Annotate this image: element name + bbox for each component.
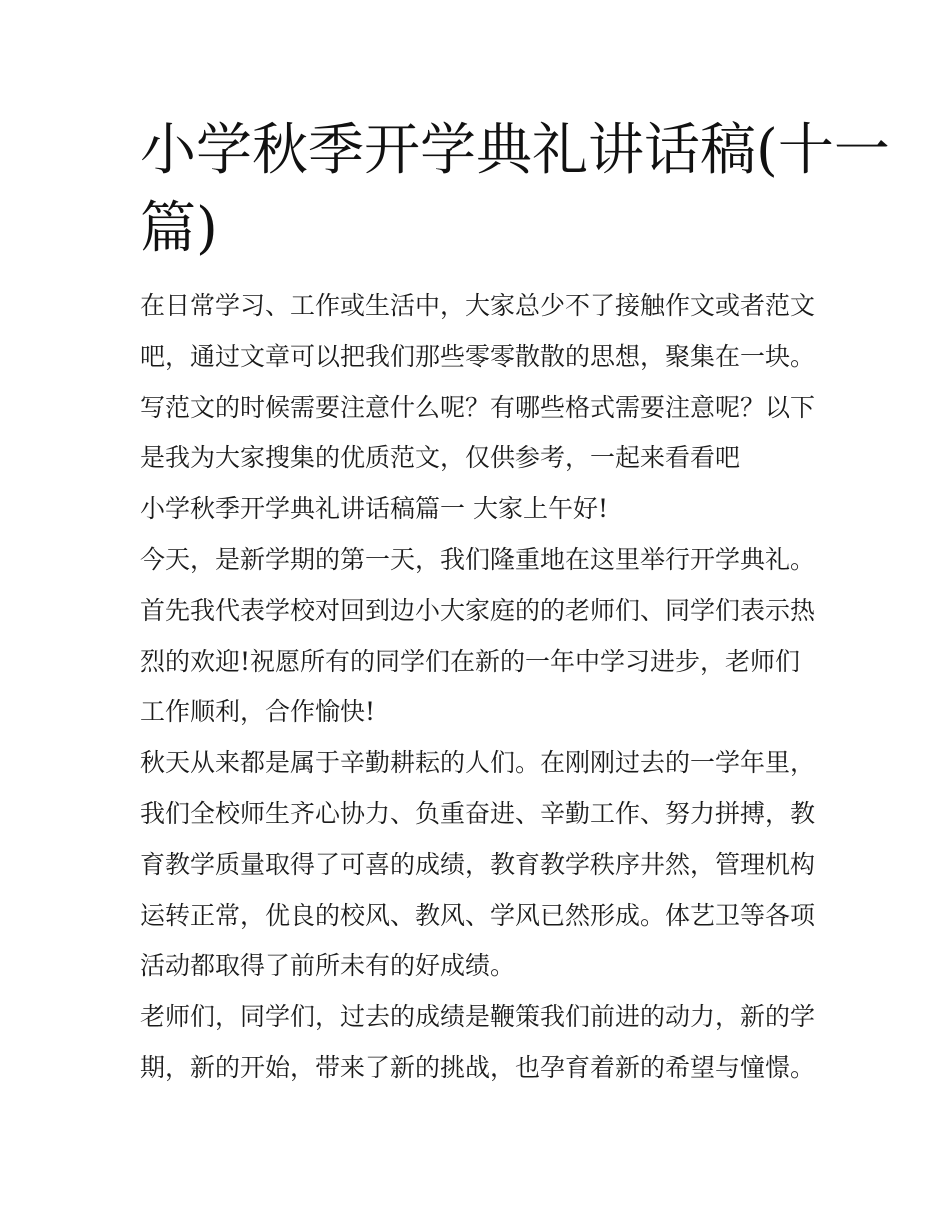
body-line: 首先我代表学校对回到边小大家庭的的老师们、同学们表示热 <box>140 595 816 625</box>
body-line: 吧，通过文章可以把我们那些零零散散的思想，聚集在一块。 <box>140 341 816 371</box>
body-line: 是我为大家搜集的优质范文，仅供参考，一起来看看吧 <box>140 443 741 473</box>
body-line: 秋天从来都是属于辛勤耕耘的人们。在刚刚过去的一学年里， <box>140 748 816 778</box>
body-line: 小学秋季开学典礼讲话稿篇一 大家上午好! <box>140 494 608 524</box>
document-body <box>140 281 820 1094</box>
body-line: 今天，是新学期的第一天，我们隆重地在这里举行开学典礼。 <box>140 544 816 574</box>
body-line: 活动都取得了前所未有的好成绩。 <box>140 951 516 981</box>
body-line: 写范文的时候需要注意什么呢？有哪些格式需要注意呢？以下 <box>140 392 816 422</box>
body-line: 期，新的开始，带来了新的挑战，也孕育着新的希望与憧憬。 <box>140 1052 816 1082</box>
body-line: 老师们，同学们，过去的成绩是鞭策我们前进的动力，新的学 <box>140 1002 816 1032</box>
body-line: 烈的欢迎!祝愿所有的同学们在新的一年中学习进步，老师们 <box>140 646 801 676</box>
body-line: 工作顺利，合作愉快! <box>140 697 376 727</box>
title-line: 篇) <box>140 196 218 261</box>
body-line: 运转正常，优良的校风、教风、学风已然形成。体艺卫等各项 <box>140 900 816 930</box>
body-line: 在日常学习、工作或生活中，大家总少不了接触作文或者范文 <box>140 291 816 320</box>
body-line: 我们全校师生齐心协力、负重奋进、辛勤工作、努力拼搏，教 <box>140 798 816 828</box>
title-line: 小学秋季开学典礼讲话稿(十一 <box>140 118 890 183</box>
document-title <box>140 112 890 268</box>
body-line: 育教学质量取得了可喜的成绩，教育教学秩序井然，管理机构 <box>140 849 816 879</box>
